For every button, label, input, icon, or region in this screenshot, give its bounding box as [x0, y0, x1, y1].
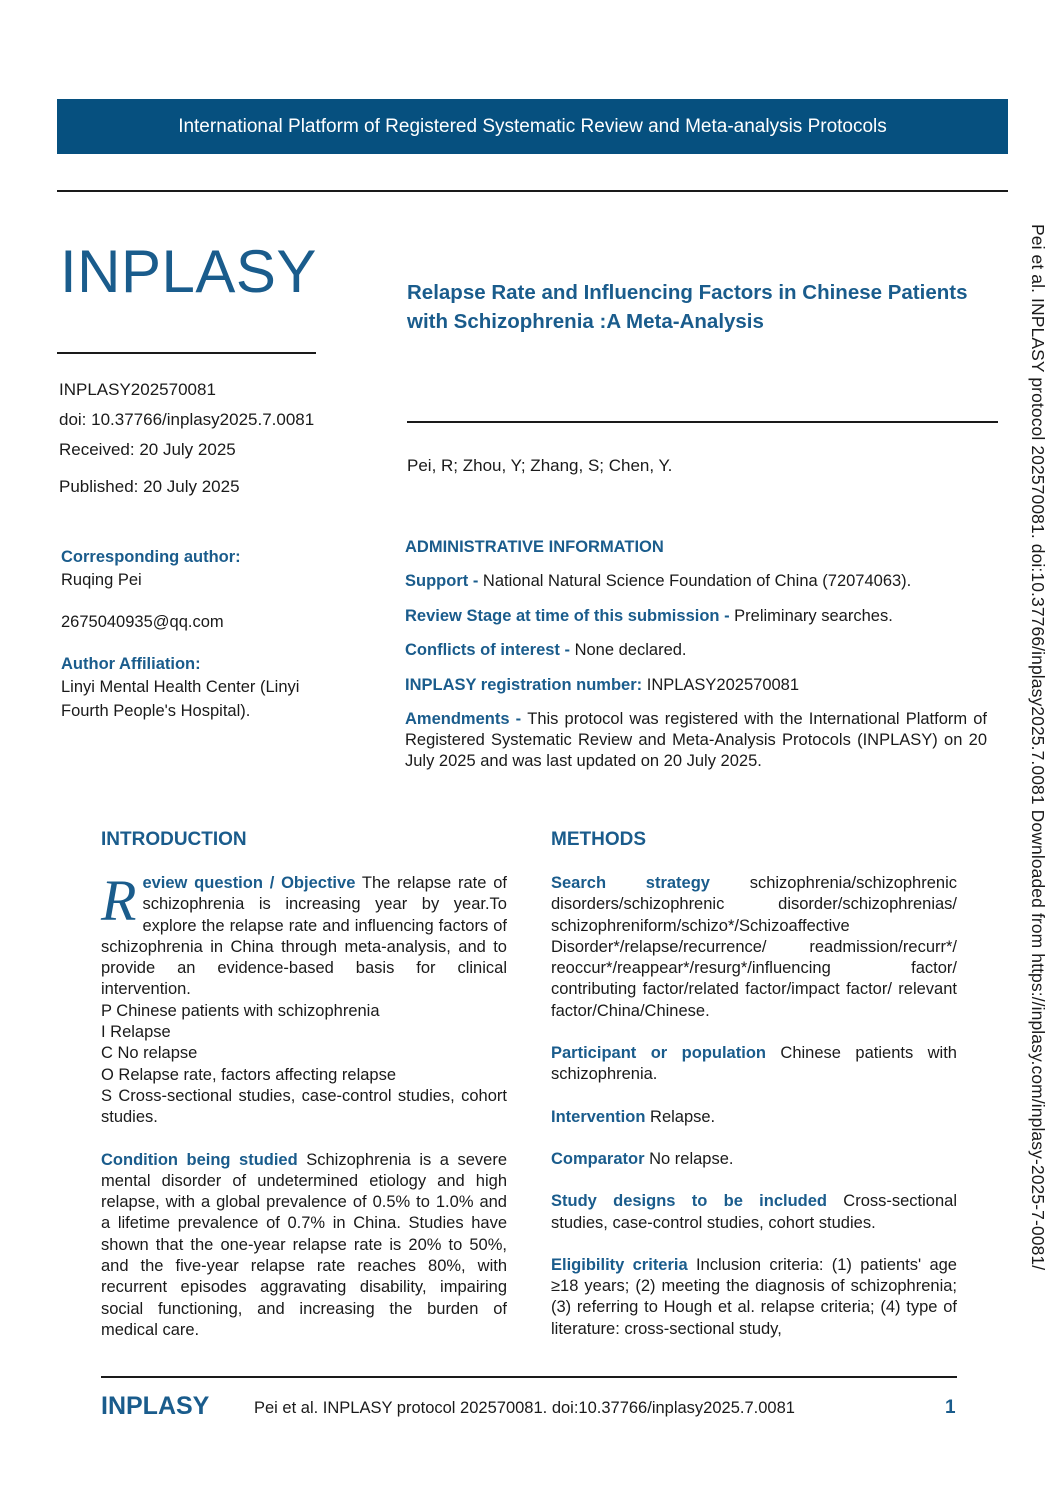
introduction-heading: INTRODUCTION — [101, 829, 247, 850]
methods-heading: METHODS — [551, 829, 646, 850]
pico-i: I Relapse — [101, 1023, 171, 1042]
vertical-citation: Pei et al. INPLASY protocol 202570081. doi:10.37766/inplasy2025.7.0081 Downloaded from https://inplasy.com/inplasy-2025-7-0081/ — [1028, 224, 1048, 1271]
doi-text[interactable]: doi: 10.37766/inplasy2025.7.0081 — [59, 410, 315, 429]
participant-text: Chinese patients with schizophrenia. — [551, 1044, 957, 1084]
review-question-label: eview question / Objective — [142, 874, 356, 892]
comparator-label: Comparator — [551, 1149, 645, 1168]
comparator-paragraph — [551, 1149, 957, 1170]
corresponding-author-email[interactable]: 2675040935@qq.com — [61, 613, 224, 631]
intervention-text: Relapse. — [645, 1107, 716, 1126]
eligibility-label: Eligibility criteria — [551, 1255, 688, 1274]
eligibility-paragraph — [551, 1255, 957, 1340]
support-text: National Natural Science Foundation of China (72074063). — [482, 572, 912, 590]
logo-rule — [57, 352, 316, 354]
inplasy-logo: INPLASY — [60, 238, 317, 305]
amendments-text: This protocol was registered with the International Platform of Registered Systematic Review and Meta-Analysis Protocols (INPLASY) on 20 July 2025 and was last updated on 20 July 2025. — [405, 710, 988, 770]
conflicts-label: Conflicts of interest - — [405, 641, 575, 659]
review-question-text: The relapse rate of schizophrenia is increasing year by year.To explore the relapse rate and influencing factors of schizophrenia in China through meta-analysis, and to provide an evidence-based basis for clinical intervention. — [101, 874, 507, 999]
registration-row — [405, 675, 987, 696]
pico-s-text: S Cross-sectional studies, case-control studies, cohort studies. — [101, 1086, 507, 1127]
support-row — [405, 571, 987, 592]
drop-cap: R — [101, 868, 137, 933]
administrative-information — [405, 537, 987, 786]
header-rule — [57, 190, 1008, 192]
pico-c: C No relapse — [101, 1044, 198, 1063]
study-designs-text: Cross-sectional studies, case-control studies, cohort studies. — [551, 1192, 957, 1232]
comparator-text: No relapse. — [644, 1149, 734, 1168]
review-stage-row — [405, 606, 987, 627]
participant-paragraph — [551, 1043, 957, 1086]
study-designs-paragraph — [551, 1191, 957, 1234]
study-designs-label: Study designs to be included — [551, 1192, 827, 1211]
published-date: Published: 20 July 2025 — [59, 477, 240, 496]
review-stage-text: Preliminary searches. — [734, 606, 893, 625]
condition-text: Schizophrenia is a severe mental disorder of undetermined etiology and high relapse, with a global prevalence of 0.5% to 1.0% and a lifetime prevalence of 0.7% in China. Studies have shown that the one-year relapse rate is 20% to 50%, and the five-year relapse rate reaches 80%, with recurrent episodes aggravating disability, impairing social functioning, and increasing the burden of medical care. — [101, 1150, 507, 1339]
conflicts-row — [405, 640, 987, 661]
search-strategy-paragraph — [551, 873, 957, 1022]
footer-logo: INPLASY — [101, 1392, 210, 1420]
pico-p: P Chinese patients with schizophrenia — [101, 1001, 380, 1020]
affiliation-line-2: Fourth People's Hospital). — [61, 702, 251, 720]
condition-paragraph — [101, 1150, 507, 1342]
title-rule — [407, 421, 998, 423]
paper-title: Relapse Rate and Influencing Factors in Chinese Patients with Schizophrenia :A Meta-Analysis — [407, 281, 968, 333]
conflicts-text: None declared. — [574, 641, 687, 659]
eligibility-text: Inclusion criteria: (1) patients' age ≥18 years; (2) meeting the diagnosis of schizophrenia; (3) referring to Hough et al. relapse criteria; (4) type of literature: cross-sectional study, — [551, 1255, 957, 1338]
methods-column — [551, 873, 957, 1361]
intervention-label: Intervention — [551, 1107, 646, 1126]
authors: Pei, R; Zhou, Y; Zhang, S; Chen, Y. — [407, 456, 673, 475]
review-question-paragraph — [101, 868, 507, 1001]
condition-label: Condition being studied — [101, 1150, 298, 1169]
received-date: Received: 20 July 2025 — [59, 440, 236, 459]
amendments-label: Amendments - — [405, 710, 528, 728]
affiliation-label: Author Affiliation: — [61, 655, 201, 673]
corresponding-author-label: Corresponding author: — [61, 548, 241, 566]
pico-o: O Relapse rate, factors affecting relapse — [101, 1065, 397, 1084]
footer-citation: Pei et al. INPLASY protocol 202570081. doi:10.37766/inplasy2025.7.0081 — [254, 1399, 795, 1417]
pico-s — [101, 1086, 507, 1129]
search-strategy-text: schizophrenia/schizophrenic disorders/schizophrenic disorder/schizophrenias/ schizophreniform/schizo*/Schizoaffective Disorder*/relapse/recurrence/ readmission/recurr*/ reoccur*/reappear*/resurg*/influencing factor/ contributing factor/related factor/impact factor/ relevant factor/China/Chinese. — [551, 874, 957, 1020]
amendments-row — [405, 709, 987, 772]
participant-label: Participant or population — [551, 1044, 766, 1063]
registration-text: INPLASY202570081 — [646, 675, 800, 694]
affiliation-line-1: Linyi Mental Health Center (Linyi — [61, 678, 300, 696]
review-stage-label: Review Stage at time of this submission - — [405, 606, 735, 625]
corresponding-author-name: Ruqing Pei — [61, 571, 142, 589]
search-strategy-label: Search strategy — [551, 874, 710, 892]
registration-label: INPLASY registration number: — [405, 675, 647, 694]
registration-id: INPLASY202570081 — [59, 380, 216, 399]
footer-rule — [101, 1376, 957, 1378]
introduction-column — [101, 868, 507, 1362]
page-number: 1 — [945, 1397, 956, 1418]
admin-heading: ADMINISTRATIVE INFORMATION — [405, 538, 664, 556]
support-label: Support - — [405, 572, 483, 590]
intervention-paragraph — [551, 1107, 957, 1128]
header-banner: International Platform of Registered Systematic Review and Meta-analysis Protocols — [57, 99, 1008, 154]
